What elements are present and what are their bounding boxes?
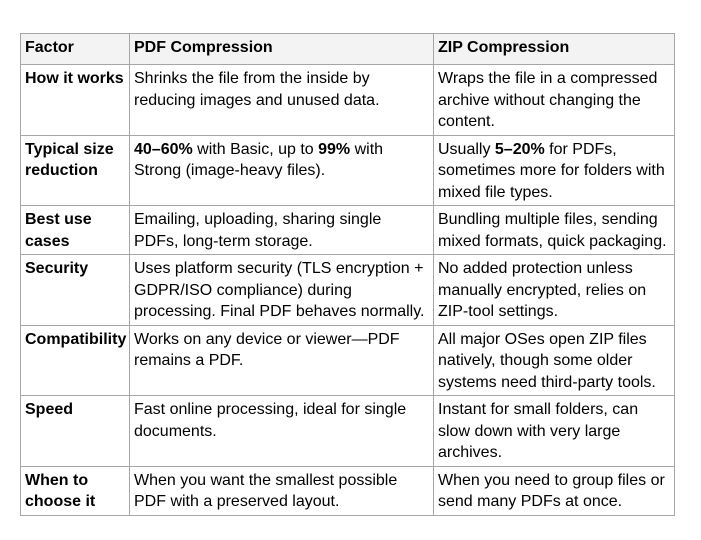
text-span: with Basic, up to	[192, 140, 319, 158]
table-row	[21, 135, 675, 206]
table-row	[21, 396, 675, 467]
text-span: for PDFs, sometimes more for folders with mixed file types.	[438, 140, 665, 201]
header-pdf-compression: PDF Compression	[130, 34, 434, 65]
table-row	[21, 65, 675, 136]
factor-cell: How it works	[21, 65, 130, 136]
zip-cell: No added protection unless manually encrypted, relies on ZIP-tool settings.	[434, 255, 675, 326]
pdf-strong-reduction: 99%	[318, 140, 351, 158]
factor-cell: Compatibility	[21, 325, 130, 396]
table-row	[21, 255, 675, 326]
factor-cell: When to choose it	[21, 466, 130, 515]
zip-cell: Instant for small folders, can slow down with very large archives.	[434, 396, 675, 467]
table-row	[21, 466, 675, 515]
zip-cell: All major OSes open ZIP files natively, though some older systems need third-party tools.	[434, 325, 675, 396]
table-row	[21, 206, 675, 255]
pdf-basic-reduction: 40–60%	[134, 140, 193, 158]
zip-cell	[434, 135, 675, 206]
pdf-cell: When you want the smallest possible PDF with a preserved layout.	[130, 466, 434, 515]
pdf-cell: Works on any device or viewer—PDF remains a PDF.	[130, 325, 434, 396]
text-span: Usually	[438, 140, 495, 158]
zip-reduction: 5–20%	[494, 140, 545, 158]
text-span: with Strong (image-heavy files).	[134, 140, 384, 179]
pdf-cell: Fast online processing, ideal for single documents.	[130, 396, 434, 467]
factor-cell: Speed	[21, 396, 130, 467]
pdf-cell: Shrinks the file from the inside by reducing images and unused data.	[130, 65, 434, 136]
table-header-row	[21, 34, 675, 65]
table-row	[21, 325, 675, 396]
zip-cell: Bundling multiple files, sending mixed formats, quick packaging.	[434, 206, 675, 255]
comparison-table	[20, 33, 675, 516]
factor-cell: Security	[21, 255, 130, 326]
zip-cell: Wraps the file in a compressed archive without changing the content.	[434, 65, 675, 136]
header-zip-compression: ZIP Compression	[434, 34, 675, 65]
pdf-cell: Uses platform security (TLS encryption + GDPR/ISO compliance) during processing. Final PDF behaves normally.	[130, 255, 434, 326]
zip-cell: When you need to group files or send many PDFs at once.	[434, 466, 675, 515]
factor-cell: Typical size reduction	[21, 135, 130, 206]
pdf-cell: Emailing, uploading, sharing single PDFs, long-term storage.	[130, 206, 434, 255]
factor-cell: Best use cases	[21, 206, 130, 255]
header-factor: Factor	[21, 34, 130, 65]
pdf-cell	[130, 135, 434, 206]
